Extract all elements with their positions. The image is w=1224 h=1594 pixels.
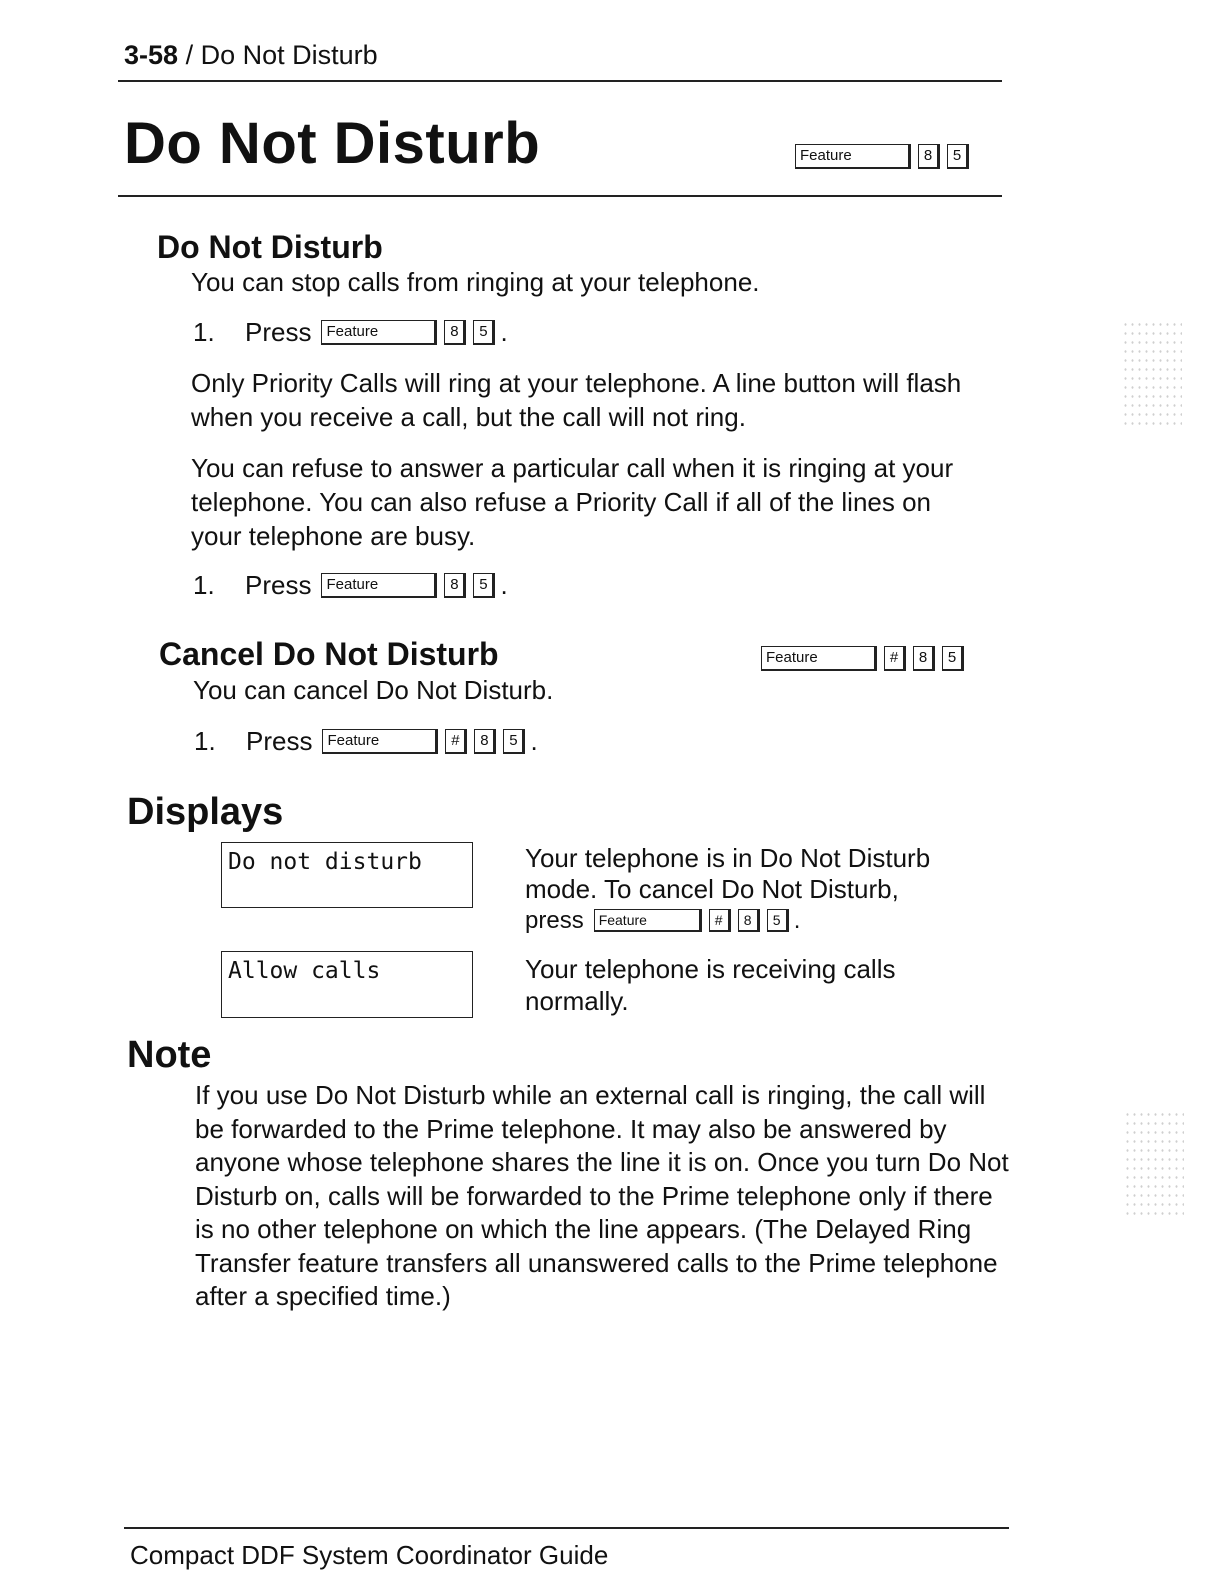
key-5: 5 — [473, 320, 495, 345]
key-5: 5 — [503, 729, 525, 754]
dnd-paragraph-2: You can refuse to answer a particular call when it is ringing at your telephone. You can also refuse a Priority Call if all of the lines on your telephone are busy. — [191, 453, 954, 551]
key-8: 8 — [444, 573, 466, 598]
displays-heading: Displays — [127, 791, 284, 833]
key-5: 5 — [767, 909, 789, 932]
cancel-heading: Cancel Do Not Disturb — [159, 636, 499, 672]
step-number: 1. — [194, 726, 216, 756]
step-press-label: Press — [245, 317, 312, 347]
footer-rule — [124, 1527, 1009, 1529]
display-desc-do-not-disturb — [525, 843, 965, 936]
key-hash: # — [709, 909, 731, 932]
feature-key: Feature — [321, 320, 437, 345]
key-8: 8 — [913, 646, 935, 671]
key-5: 5 — [947, 144, 969, 169]
title-key-sequence — [795, 144, 976, 169]
feature-key: Feature — [795, 144, 911, 169]
key-8: 8 — [918, 144, 940, 169]
display-screen-do-not-disturb: Do not disturb — [221, 842, 473, 908]
key-8: 8 — [474, 729, 496, 754]
desc-key-sequence: Feature # 8 5 . — [594, 905, 801, 936]
step-key-sequence: Feature 8 5 . — [321, 317, 507, 348]
title-rule — [118, 195, 1002, 197]
page-number: 3-58 — [124, 40, 179, 70]
key-hash: # — [884, 646, 906, 671]
desc-press-line — [525, 905, 965, 936]
display-desc-allow-calls — [525, 953, 965, 1017]
scan-speckle — [1124, 1110, 1184, 1220]
desc-line: Your telephone is receiving calls — [525, 954, 896, 984]
dnd-intro: You can stop calls from ringing at your telephone. — [191, 267, 760, 297]
step-key-sequence: Feature 8 5 . — [321, 570, 507, 601]
header-rule — [118, 80, 1002, 82]
feature-key: Feature — [321, 573, 437, 598]
step-press-label: Press — [246, 726, 313, 756]
desc-press-label: press — [525, 907, 584, 934]
footer-text: Compact DDF System Coordinator Guide — [130, 1540, 609, 1570]
display-screen-allow-calls: Allow calls — [221, 951, 473, 1018]
header-section: / Do Not Disturb — [185, 40, 378, 70]
dnd-step-2 — [193, 570, 508, 601]
cancel-key-sequence — [761, 646, 971, 671]
step-number: 1. — [193, 317, 215, 347]
note-heading: Note — [127, 1034, 212, 1076]
step-press-label: Press — [245, 570, 312, 600]
feature-key: Feature — [594, 909, 702, 932]
note-text: If you use Do Not Disturb while an external call is ringing, the call will be forwarded to the Prime telephone. It may also be answered by anyone whose telephone shares the line it is on. Once you turn Do Not Disturb on, calls will be forwarded to the Prime telephone only if there is no other telephone on which the line appears. (The Delayed Ring Transfer feature transfers all unanswered calls to the Prime telephone after a specified time.) — [195, 1080, 1009, 1311]
desc-line: normally. — [525, 986, 629, 1016]
feature-key: Feature — [322, 729, 438, 754]
step-key-sequence: Feature # 8 5 . — [322, 726, 537, 757]
dnd-heading: Do Not Disturb — [157, 229, 383, 265]
running-header — [124, 40, 378, 71]
key-5: 5 — [942, 646, 964, 671]
desc-line: mode. To cancel Do Not Disturb, — [525, 874, 899, 904]
key-8: 8 — [738, 909, 760, 932]
page-title: Do Not Disturb — [124, 111, 541, 176]
cancel-step-1 — [194, 726, 538, 757]
key-hash: # — [445, 729, 467, 754]
key-5: 5 — [473, 573, 495, 598]
scan-speckle — [1122, 320, 1182, 430]
key-8: 8 — [444, 320, 466, 345]
desc-line: Your telephone is in Do Not Disturb — [525, 843, 931, 873]
step-number: 1. — [193, 570, 215, 600]
dnd-step-1 — [193, 317, 508, 348]
cancel-intro: You can cancel Do Not Disturb. — [193, 675, 554, 705]
feature-key: Feature — [761, 646, 877, 671]
dnd-paragraph-1: Only Priority Calls will ring at your telephone. A line button will flash when you receive a call, but the call will not ring. — [191, 368, 962, 432]
